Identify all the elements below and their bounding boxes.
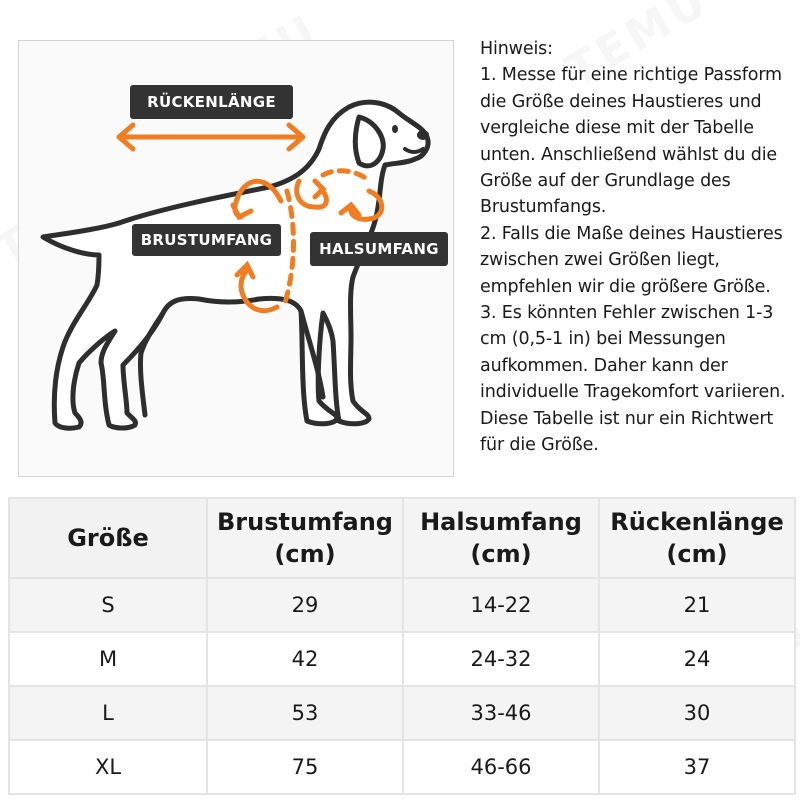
cell-chest: 42 [207,632,403,686]
table-header-row [9,498,795,578]
notes-item: 2. Falls die Maße deines Haustieres zwischen zwei Größen liegt, empfehlen wir die größere Größe. [480,223,783,297]
cell-neck: 46-66 [403,740,599,794]
cell-back-length: 30 [599,686,795,740]
cell-chest: 29 [207,578,403,632]
header-back-length: Rückenlänge (cm) [599,498,795,578]
cell-chest: 53 [207,686,403,740]
back-length-arrow [119,125,303,149]
notes-footer: Diese Tabelle ist nur ein Richtwert für die Größe. [480,408,774,456]
table-row [9,740,795,794]
cell-size: L [9,686,207,740]
table-row [9,686,795,740]
cell-size: S [9,578,207,632]
cell-neck: 24-32 [403,632,599,686]
table-row [9,632,795,686]
cell-neck: 33-46 [403,686,599,740]
table-row [9,578,795,632]
chest-label: BRUSTUMFANG [132,224,281,256]
notes-item: 1. Messe für eine richtige Passform die Größe deines Haustieres und vergleiche diese mit der Tabelle unten. Anschließend wählst du die Größe auf der Grundlage des Brustumfangs. [480,65,782,218]
notes-item: 3. Es könnten Fehler zwischen 1-3 cm (0,5-1 in) bei Messungen aufkommen. Daher kann der individuelle Tragekomfort variieren. [480,303,786,403]
cell-back-length: 37 [599,740,795,794]
cell-back-length: 24 [599,632,795,686]
header-chest: Brustumfang (cm) [207,498,403,578]
cell-size: XL [9,740,207,794]
header-size: Größe [9,498,207,578]
cell-size: M [9,632,207,686]
cell-back-length: 21 [599,578,795,632]
notes-heading: Hinweis: [480,39,553,59]
dog-eye [392,125,398,133]
neck-label: HALSUMFANG [310,232,448,266]
header-neck: Halsumfang (cm) [403,498,599,578]
cell-neck: 14-22 [403,578,599,632]
dog-nose [417,130,429,140]
size-table [8,497,796,795]
measurement-diagram [18,40,454,477]
back-length-label: RÜCKENLÄNGE [130,85,293,119]
cell-chest: 75 [207,740,403,794]
measurement-notes [480,36,798,459]
